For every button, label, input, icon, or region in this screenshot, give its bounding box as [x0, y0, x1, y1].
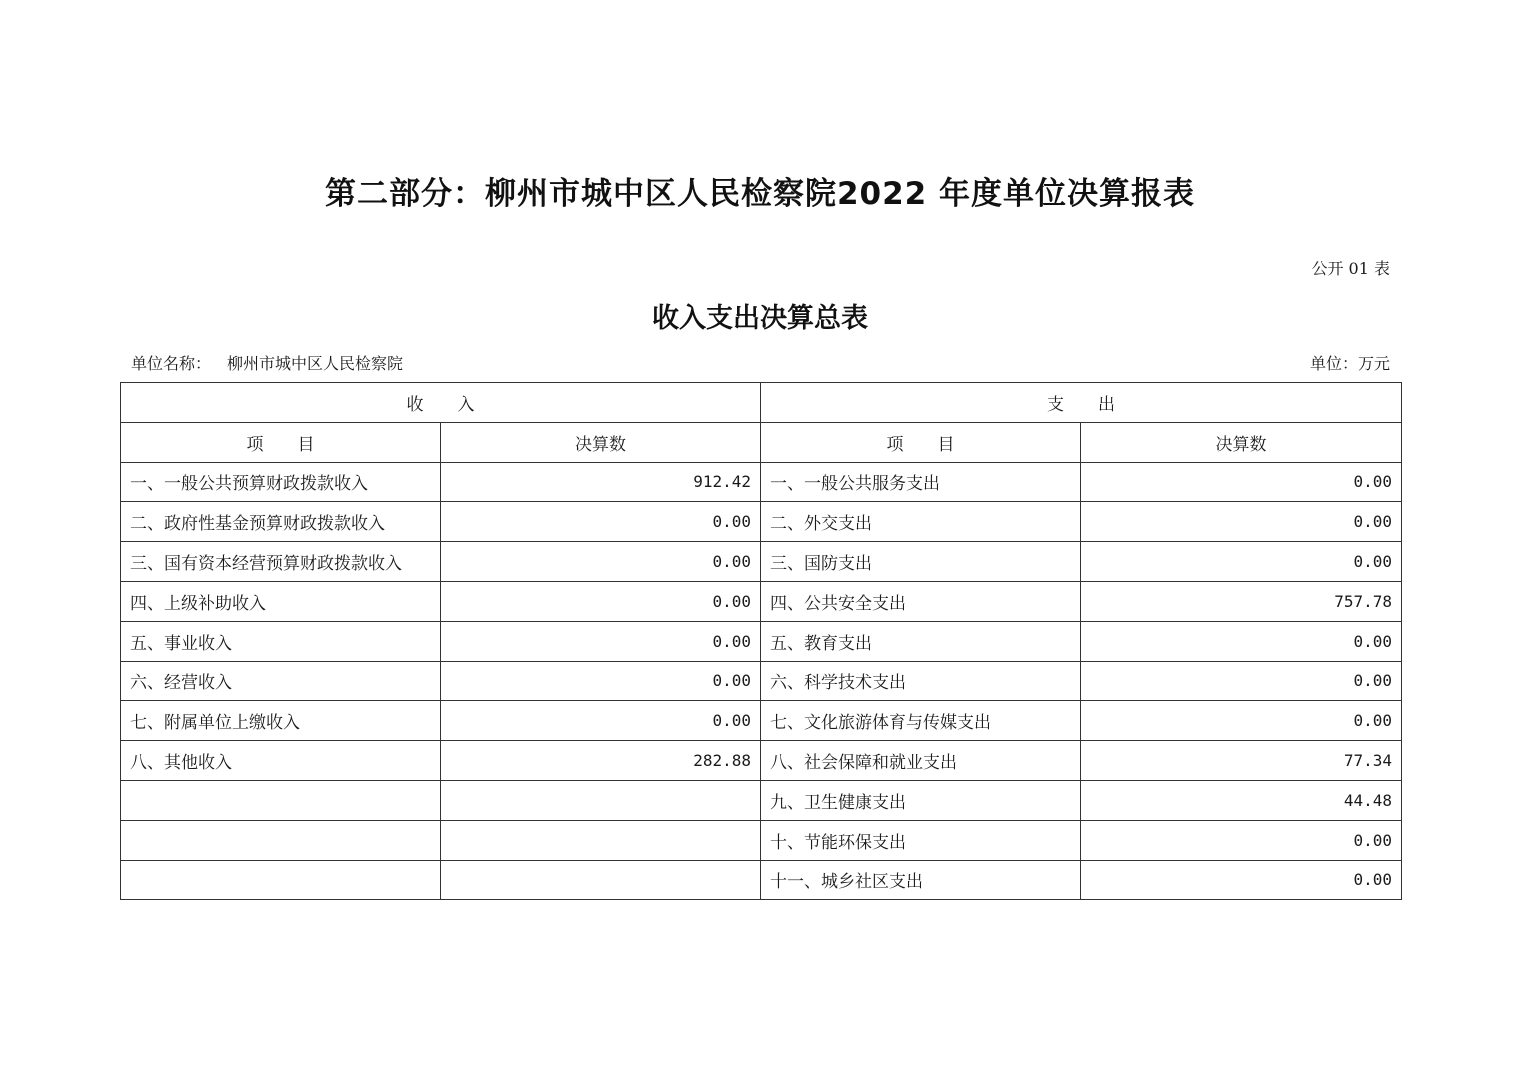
- income-item: 八、其他收入: [121, 741, 441, 781]
- table-row: [121, 780, 1402, 820]
- page-title: 第二部分：柳州市城中区人民检察院2022 年度单位决算报表: [324, 176, 1196, 212]
- table-row: [121, 701, 1402, 741]
- income-item: 三、国有资本经营预算财政拨款收入: [121, 542, 441, 582]
- expense-amount: 0.00: [1081, 462, 1402, 502]
- expense-item: 三、国防支出: [761, 542, 1081, 582]
- expense-group-header: 支 出: [761, 383, 1402, 423]
- expense-item: 八、社会保障和就业支出: [761, 741, 1081, 781]
- income-amount: 282.88: [441, 741, 761, 781]
- expense-amount: 0.00: [1081, 502, 1402, 542]
- income-amount: 0.00: [441, 502, 761, 542]
- table-row: [121, 820, 1402, 860]
- expense-item: 九、卫生健康支出: [761, 780, 1081, 820]
- table-row: [121, 542, 1402, 582]
- expense-item: 十、节能环保支出: [761, 820, 1081, 860]
- expense-item: 十一、城乡社区支出: [761, 860, 1081, 900]
- income-item: 二、政府性基金预算财政拨款收入: [121, 502, 441, 542]
- expense-item: 五、教育支出: [761, 621, 1081, 661]
- expense-amount: 0.00: [1081, 542, 1402, 582]
- income-amount: 0.00: [441, 661, 761, 701]
- expense-item-header: 项 目: [761, 422, 1081, 462]
- expense-amount: 0.00: [1081, 621, 1402, 661]
- table-row: [121, 462, 1402, 502]
- expense-amount: 757.78: [1081, 581, 1402, 621]
- table-column-header-row: [121, 422, 1402, 462]
- expense-item: 一、一般公共服务支出: [761, 462, 1081, 502]
- income-amount-header: 决算数: [441, 422, 761, 462]
- income-amount: [441, 820, 761, 860]
- income-item: 六、经营收入: [121, 661, 441, 701]
- unit-name-line: [131, 351, 403, 374]
- income-amount: 0.00: [441, 581, 761, 621]
- expense-amount: 44.48: [1081, 780, 1402, 820]
- expense-amount: 0.00: [1081, 701, 1402, 741]
- expense-item: 二、外交支出: [761, 502, 1081, 542]
- income-group-header: 收 入: [121, 383, 761, 423]
- income-amount: 0.00: [441, 701, 761, 741]
- expense-item: 六、科学技术支出: [761, 661, 1081, 701]
- income-item: 一、一般公共预算财政拨款收入: [121, 462, 441, 502]
- income-amount: 0.00: [441, 621, 761, 661]
- table-row: [121, 581, 1402, 621]
- income-amount: [441, 780, 761, 820]
- expense-item: 四、公共安全支出: [761, 581, 1081, 621]
- expense-amount: 0.00: [1081, 860, 1402, 900]
- income-amount: [441, 860, 761, 900]
- income-item-header: 项 目: [121, 422, 441, 462]
- table-row: [121, 502, 1402, 542]
- table-row: [121, 741, 1402, 781]
- income-item: 四、上级补助收入: [121, 581, 441, 621]
- expense-item: 七、文化旅游体育与传媒支出: [761, 701, 1081, 741]
- income-item: [121, 820, 441, 860]
- table-title: 收入支出决算总表: [652, 303, 868, 334]
- income-item: [121, 860, 441, 900]
- expense-amount-header: 决算数: [1081, 422, 1402, 462]
- income-item: 七、附属单位上缴收入: [121, 701, 441, 741]
- income-amount: 912.42: [441, 462, 761, 502]
- table-row: [121, 860, 1402, 900]
- unit-measure: 单位：万元: [1309, 354, 1390, 373]
- table-group-header-row: [121, 383, 1402, 423]
- expense-amount: 0.00: [1081, 820, 1402, 860]
- table-row: [121, 621, 1402, 661]
- income-expense-table: [120, 382, 1402, 900]
- expense-amount: 77.34: [1081, 741, 1402, 781]
- unit-name-label: 单位名称：: [131, 354, 212, 373]
- income-item: [121, 780, 441, 820]
- table-row: [121, 661, 1402, 701]
- income-amount: 0.00: [441, 542, 761, 582]
- form-code: 公开 01 表: [1311, 259, 1390, 278]
- expense-amount: 0.00: [1081, 661, 1402, 701]
- unit-name-value: 柳州市城中区人民检察院: [227, 354, 404, 373]
- income-item: 五、事业收入: [121, 621, 441, 661]
